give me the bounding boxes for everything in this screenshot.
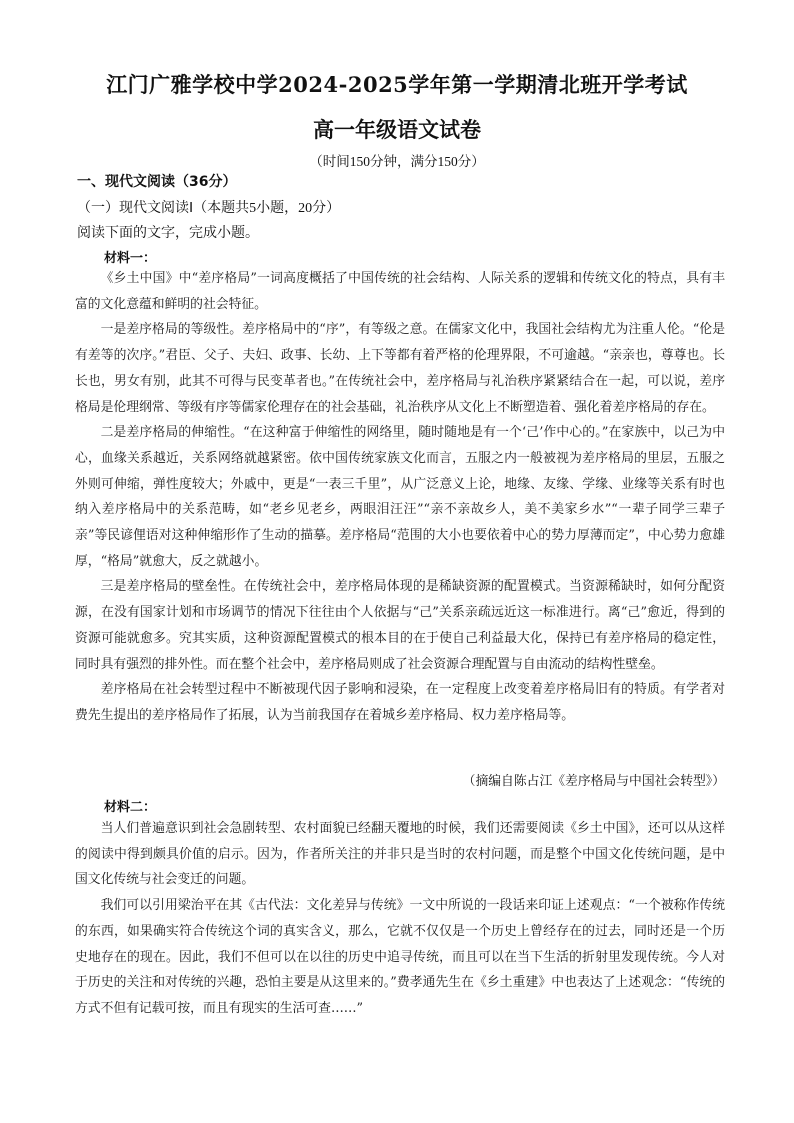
exam-title: 江门广雅学校中学2024-2025学年第一学期清北班开学考试: [106, 72, 688, 97]
material-2-body: [75, 816, 725, 1022]
section-heading: 一、现代文阅读（36分）: [77, 174, 237, 190]
material-1-paragraph: 三是差序格局的壁垒性。在传统社会中，差序格局体现的是稀缺资源的配置模式。当资源稀缺时，如何分配资源，在没有国家计划和市场调节的情况下往往由个人依据与“己”关系亲疏远近这一标准进行。离“己”愈近，得到的资源可能就愈多。究其实质，这种资源配置模式的根本目的在于使自己利益最大化，保持已有差序格局的稳定性，同时具有强烈的排外性。而在整个社会中，差序格局则成了社会资源合理配置与自由流动的结构性壁垒。: [75, 579, 725, 672]
material-2-label: 材料二：: [104, 800, 157, 815]
material-2-paragraph: 我们可以引用梁治平在其《古代法：文化差异与传统》一文中所说的一段话来印证上述观点：“一个被称作传统的东西，如果确实符合传统这个词的真实含义，那么，它就不仅仅是一个历史上曾经存在的过去，同时还是一个历史地存在的现在。因此，我们不但可以在以往的历史中追寻传统，而且可以在当下生活的折射里发现传统。今人对于历史的关注和对传统的兴趣，恐怕主要是从这里来的。”费孝通先生在《乡土重建》中也表达了上述观念：“传统的方式不但有记载可按，而且有现实的生活可查……”: [75, 898, 725, 1016]
material-1-paragraph: 二是差序格局的伸缩性。“在这种富于伸缩性的网络里，随时随地是有一个‘己’作中心的。”在家族中，以己为中心，血缘关系越近，关系网络就越紧密。依中国传统家族文化而言，五服之内一般被视为差序格局的里层，五服之外则可伸缩，弹性度较大；外戚中，更是“一表三千里”，从广泛意义上论，地缘、友缘、学缘、业缘等关系有时也纳入差序格局中的关系范畴，如“老乡见老乡，两眼泪汪汪”“亲不亲故乡人，美不美家乡水”“一辈子同学三辈子亲”等民谚俚语对这种伸缩形作了生动的描摹。差序格局“范围的大小也要依着中心的势力厚薄而定”，中心势力愈雄厚，“格局”就愈大，反之就越小。: [75, 425, 725, 569]
exam-subject-title: 高一年级语文试卷: [313, 117, 481, 142]
subsection-heading: （一）现代文阅读Ⅰ（本题共5小题，20分）: [77, 201, 341, 216]
exam-time-note: （时间150分钟，满分150分）: [309, 154, 485, 169]
material-2-paragraph: 当人们普遍意识到社会急剧转型、农村面貌已经翻天覆地的时候，我们还需要阅读《乡土中国》，还可以从这样的阅读中得到颇具价值的启示。因为，作者所关注的并非只是当时的农村问题，而是整个中国文化传统问题，是中国文化传统与社会变迁的问题。: [75, 821, 725, 888]
reading-instruction: 阅读下面的文字，完成小题。: [77, 226, 259, 241]
material-1-paragraph: 《乡土中国》中“差序格局”一词高度概括了中国传统的社会结构、人际关系的逻辑和传统文化的特点，具有丰富的文化意蕴和鲜明的社会特征。: [75, 271, 725, 312]
material-1-label: 材料一：: [104, 251, 157, 266]
material-1-body: [75, 266, 725, 729]
material-1-source: （摘编自陈占江《差序格局与中国社会转型》）: [462, 774, 725, 789]
material-1-paragraph: 一是差序格局的等级性。差序格局中的“序”，有等级之意。在儒家文化中，我国社会结构尤为注重人伦。“伦是有差等的次序。”君臣、父子、夫妇、政事、长幼、上下等都有着严格的伦理界限，不可逾越。“亲亲也，尊尊也。长长也，男女有别，此其不可得与民变革者也。”在传统社会中，差序格局与礼治秩序紧紧结合在一起，可以说，差序格局是伦理纲常、等级有序等儒家伦理存在的社会基础，礼治秩序从文化上不断塑造着、强化着差序格局的存在。: [75, 322, 725, 415]
material-1-paragraph: 差序格局在社会转型过程中不断被现代因子影响和浸染，在一定程度上改变着差序格局旧有的特质。有学者对费先生提出的差序格局作了拓展，认为当前我国存在着城乡差序格局、权力差序格局等。: [75, 682, 725, 723]
